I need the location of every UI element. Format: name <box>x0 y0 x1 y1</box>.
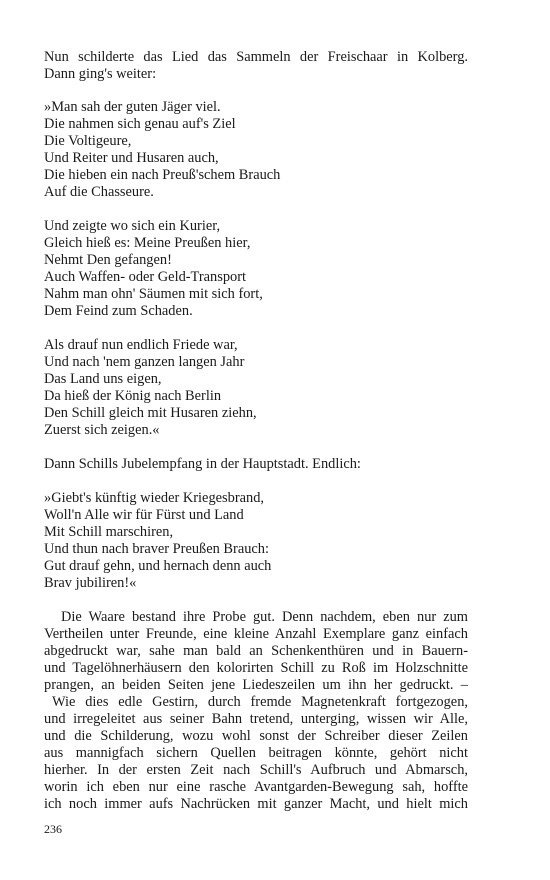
text-line: ich noch immer aufs Nachrücken mit ganzer Macht, und hielt mich <box>44 796 468 812</box>
verse-line: Da hieß der König nach Berlin <box>44 388 222 404</box>
verse-line: Brav jubiliren!« <box>44 575 137 591</box>
verse-line: Nahm man ohn' Säumen mit sich fort, <box>44 286 263 302</box>
page-body <box>44 49 468 813</box>
song-stanza-1 <box>44 99 468 201</box>
transition-line: Dann Schills Jubelempfang in der Hauptstadt. Endlich: <box>44 456 361 472</box>
verse-line: Auch Waffen- oder Geld-Transport <box>44 269 246 285</box>
verse-line: Auf die Chasseure. <box>44 184 154 200</box>
intro-paragraph <box>44 49 468 83</box>
text-line: Dann ging's weiter: <box>44 66 157 82</box>
text-line: aus mannigfach sichern Quellen beitragen könnte, gehört nicht <box>44 745 468 761</box>
text-line: und die Schilderung, wozu wohl sonst der Schreiber dieser Zeilen <box>44 728 468 744</box>
verse-line: Und nach 'nem ganzen langen Jahr <box>44 354 245 370</box>
song-stanza-2 <box>44 218 468 320</box>
page-number: 236 <box>44 822 62 836</box>
verse-line: Nehmt Den gefangen! <box>44 252 172 268</box>
text-line: Nun schilderte das Lied das Sammeln der Freischaar in Kolberg. <box>44 49 468 65</box>
verse-line: Den Schill gleich mit Husaren ziehn, <box>44 405 257 421</box>
text-line: Die Waare bestand ihre Probe gut. Denn nachdem, eben nur zum <box>61 609 468 625</box>
text-line: worin ich eben nur eine rasche Avantgarden-Bewegung sah, hoffte <box>44 779 468 795</box>
verse-line: Dem Feind zum Schaden. <box>44 303 193 319</box>
verse-line: Die Voltigeure, <box>44 133 132 149</box>
verse-line: Und zeigte wo sich ein Kurier, <box>44 218 221 234</box>
text-line: und Tagelöhnerhäusern den kolorirten Schill zu Roß im Holzschnitte <box>44 660 468 676</box>
verse-line: Und thun nach braver Preußen Brauch: <box>44 541 269 557</box>
verse-line: »Man sah der guten Jäger viel. <box>44 99 221 115</box>
verse-line: Und Reiter und Husaren auch, <box>44 150 219 166</box>
verse-line: Gut drauf gehn, und hernach denn auch <box>44 558 272 574</box>
verse-line: Mit Schill marschiren, <box>44 524 174 540</box>
text-line: abgedruckt war, sahe man bald an Schenkenthüren und in Bauern- <box>44 643 468 659</box>
verse-line: Woll'n Alle wir für Fürst und Land <box>44 507 244 523</box>
verse-line: Die nahmen sich genau auf's Ziel <box>44 116 236 132</box>
prose-paragraph <box>44 609 468 813</box>
verse-line: Gleich hieß es: Meine Preußen hier, <box>44 235 251 251</box>
text-line: hierher. In der ersten Zeit nach Schill's Aufbruch und Abmarsch, <box>44 762 468 778</box>
verse-line: Die hieben ein nach Preuß'schem Brauch <box>44 167 281 183</box>
text-line: Vertheilen unter Freunde, eine kleine Anzahl Exemplare ganz einfach <box>44 626 468 642</box>
song-stanza-4 <box>44 490 468 592</box>
song-stanza-3 <box>44 337 468 439</box>
text-line: prangen, an beiden Seiten jene Liedeszeilen um ihn her gedruckt. – <box>44 677 468 693</box>
text-line: und irregeleitet aus seiner Bahn tretend, unterging, wissen wir Alle, <box>44 711 468 727</box>
text-line: Wie dies edle Gestirn, durch fremde Magnetenkraft fortgezogen, <box>52 694 468 710</box>
verse-line: Das Land uns eigen, <box>44 371 162 387</box>
verse-line: Zuerst sich zeigen.« <box>44 422 160 438</box>
verse-line: »Giebt's künftig wieder Kriegesbrand, <box>44 490 264 506</box>
verse-line: Als drauf nun endlich Friede war, <box>44 337 238 353</box>
